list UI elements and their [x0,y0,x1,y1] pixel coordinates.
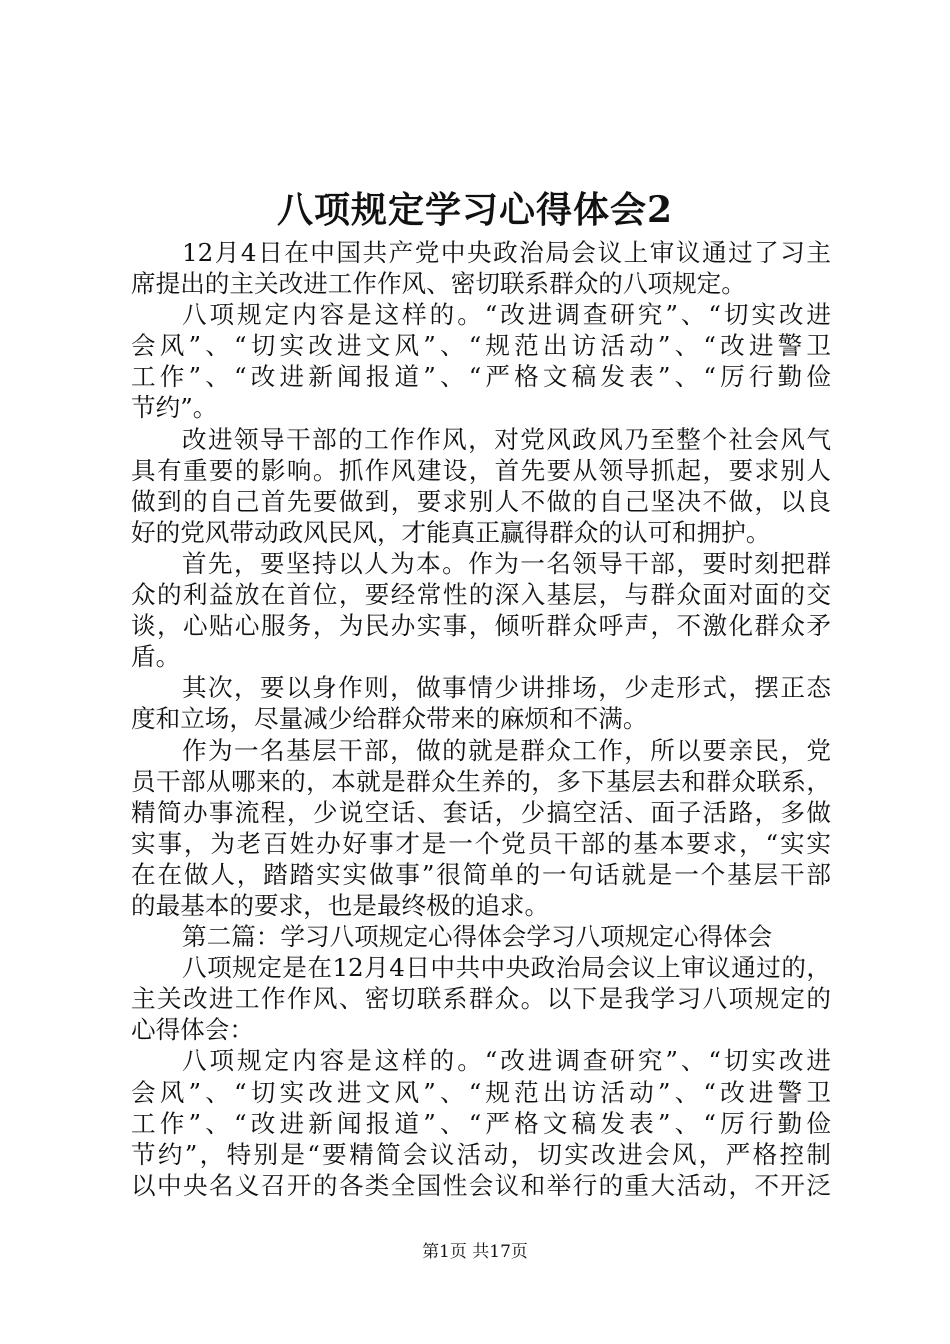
document-body [131,237,831,1201]
page-footer: 第1页 共17页 [422,1242,528,1262]
paragraph [131,672,831,734]
paragraph-line: 实事，为老百姓办好事才是一个党员干部的基本要求，“实实 [131,828,831,858]
paragraph-line: 会风”、“切实改进文风”、“规范出访活动”、“改进警卫 [131,1077,831,1107]
paragraph-line: 工作”、“改进新闻报道”、“严格文稿发表”、“厉行勤俭 [131,362,831,392]
paragraph [131,952,831,1045]
paragraph [131,424,831,548]
paragraph-line: 八项规定是在12月4日中共中央政治局会议上审议通过的， [182,953,831,983]
paragraph-line: 会风”、“切实改进文风”、“规范出访活动”、“改进警卫 [131,331,831,361]
paragraph [131,1045,831,1200]
paragraph-line: 精简办事流程，少说空话、套话，少搞空活、面子活路，多做 [131,797,831,827]
paragraph-line: 八项规定内容是这样的。“改进调查研究”、“切实改进 [182,1046,831,1076]
paragraph-line: 12月4日在中国共产党中央政治局会议上审议通过了习主 [182,238,831,267]
paragraph-line: 改进领导干部的工作作风，对党风政风乃至整个社会风气 [182,424,831,454]
paragraph-line: 作为一名基层干部，做的就是群众工作，所以要亲民，党 [182,735,831,765]
paragraph-line: 众的利益放在首位，要经常性的深入基层，与群众面对面的交 [131,580,831,610]
paragraph-line: 第二篇：学习八项规定心得体会学习八项规定心得体会 [182,922,773,952]
paragraph [131,237,831,299]
paragraph-line: 做到的自己首先要做到，要求别人不做的自己坚决不做，以良 [131,486,831,516]
paragraph [131,548,831,672]
paragraph-line: 工作”、“改进新闻报道”、“严格文稿发表”、“厉行勤俭 [131,1108,831,1138]
paragraph-line: 节约”，特别是“要精简会议活动，切实改进会风，严格控制 [131,1139,831,1169]
paragraph [131,299,831,423]
paragraph-line: 其次，要以身作则，做事情少讲排场，少走形式，摆正态 [182,673,831,703]
paragraph-line: 盾。 [131,642,181,672]
paragraph-line: 节约”。 [131,393,218,423]
paragraph-line: 首先，要坚持以人为本。作为一名领导干部，要时刻把群 [182,548,831,578]
paragraph-line: 以中央名义召开的各类全国性会议和举行的重大活动，不开泛 [131,1170,831,1200]
paragraph-line: 度和立场，尽量减少给群众带来的麻烦和不满。 [131,704,648,734]
paragraph-line: 谈，心贴心服务，为民办实事，倾听群众呼声，不激化群众矛 [131,611,831,641]
paragraph-line: 心得体会： [131,1015,254,1045]
paragraph [131,921,831,952]
paragraph-line: 席提出的主关改进工作作风、密切联系群众的八项规定。 [131,269,746,299]
paragraph-line: 员干部从哪来的，本就是群众生养的，多下基层去和群众联系， [131,766,831,796]
paragraph-line: 好的党风带动政风民风，才能真正赢得群众的认可和拥护。 [131,517,771,547]
paragraph [131,735,831,922]
paragraph-line: 具有重要的影响。抓作风建设，首先要从领导抓起，要求别人 [131,455,831,485]
paragraph-line: 八项规定内容是这样的。“改进调查研究”、“切实改进 [182,300,831,330]
paragraph-line: 主关改进工作作风、密切联系群众。以下是我学习八项规定的 [131,984,831,1014]
paragraph-line: 的最基本的要求，也是最终极的追求。 [131,890,550,920]
paragraph-line: 在在做人，踏踏实实做事”很简单的一句话就是一个基层干部 [131,859,831,889]
document-title: 八项规定学习心得体会2 [276,189,674,231]
